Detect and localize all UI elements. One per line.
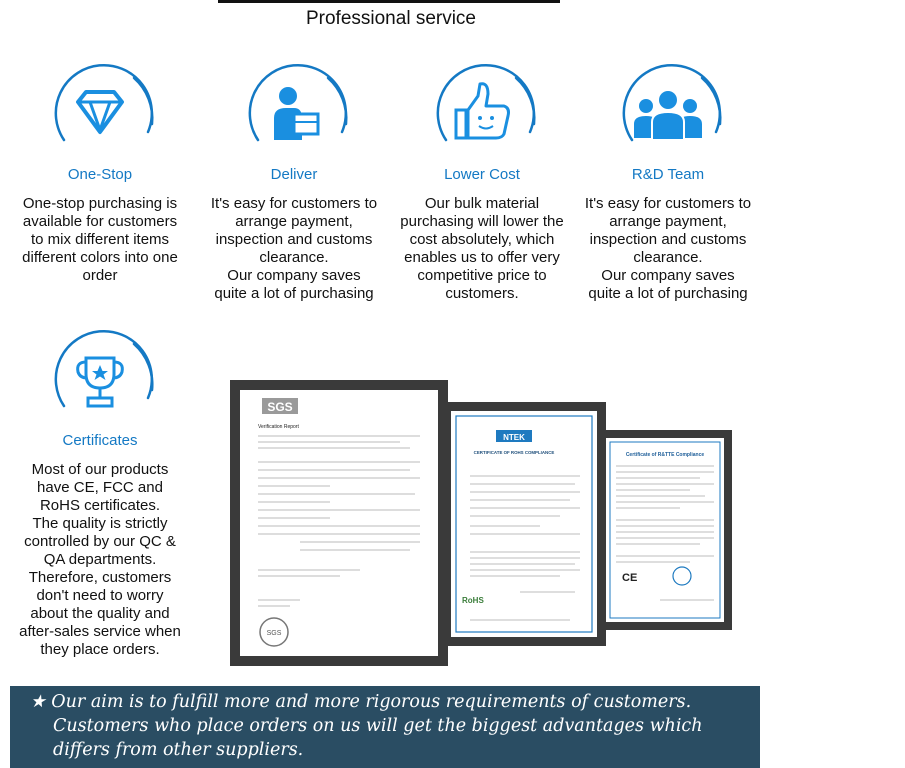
rtte-heading: Certificate of R&TTE Compliance [625,452,705,458]
sgs-certificate [230,380,448,666]
banner-line-3: differs from other suppliers. [53,740,304,760]
ntek-logo: NTEK [503,433,525,442]
sgs-heading: Verification Report [258,424,299,430]
page-title: Professional service [305,8,477,29]
banner-text-1: Our aim is to fulfill more and more rigorous requirements of customers. [51,692,692,712]
feature-desc: It's easy for customers to arrange payment, inspection and customs clearance. Our company saves quite a lot of purchasing [210,195,378,302]
feature-label: Deliver [270,166,318,183]
feature-label: One-Stop [67,166,133,183]
rohs-mark: RoHS [462,596,484,605]
aim-banner [10,686,760,768]
sgs-logo: SGS [267,400,293,414]
star-icon: ★ [30,692,46,712]
feature-desc: It's easy for customers to arrange payment, inspection and customs clearance. Our company saves quite a lot of purchasing [584,195,752,302]
banner-line-1 [30,690,760,714]
feature-desc: Our bulk material purchasing will lower the cost absolutely, which enables us to offer very competitive price to customers. [400,195,564,302]
rohs-heading: CERTIFICATE OF ROHS COMPLIANCE [473,450,555,455]
feature-desc: One-stop purchasing is available for customers to mix different items different colors into one order [22,195,178,284]
feature-label: R&D Team [631,166,705,183]
feature-label: Certificates [62,432,138,449]
feature-label: Lower Cost [444,166,520,183]
banner-line-2: Customers who place orders on us will get the biggest advantages which [53,716,703,736]
rohs-certificate [442,402,606,646]
rtte-certificate [598,430,732,630]
feature-desc: Most of our products have CE, FCC and RoHS certificates. The quality is strictly controlled by our QC & QA departments. Therefore, customers don't need to worry about the quality and after-sales service when they place orders. [19,461,181,658]
ce-mark: CE [622,572,638,584]
sgs-stamp: SGS [266,630,282,637]
